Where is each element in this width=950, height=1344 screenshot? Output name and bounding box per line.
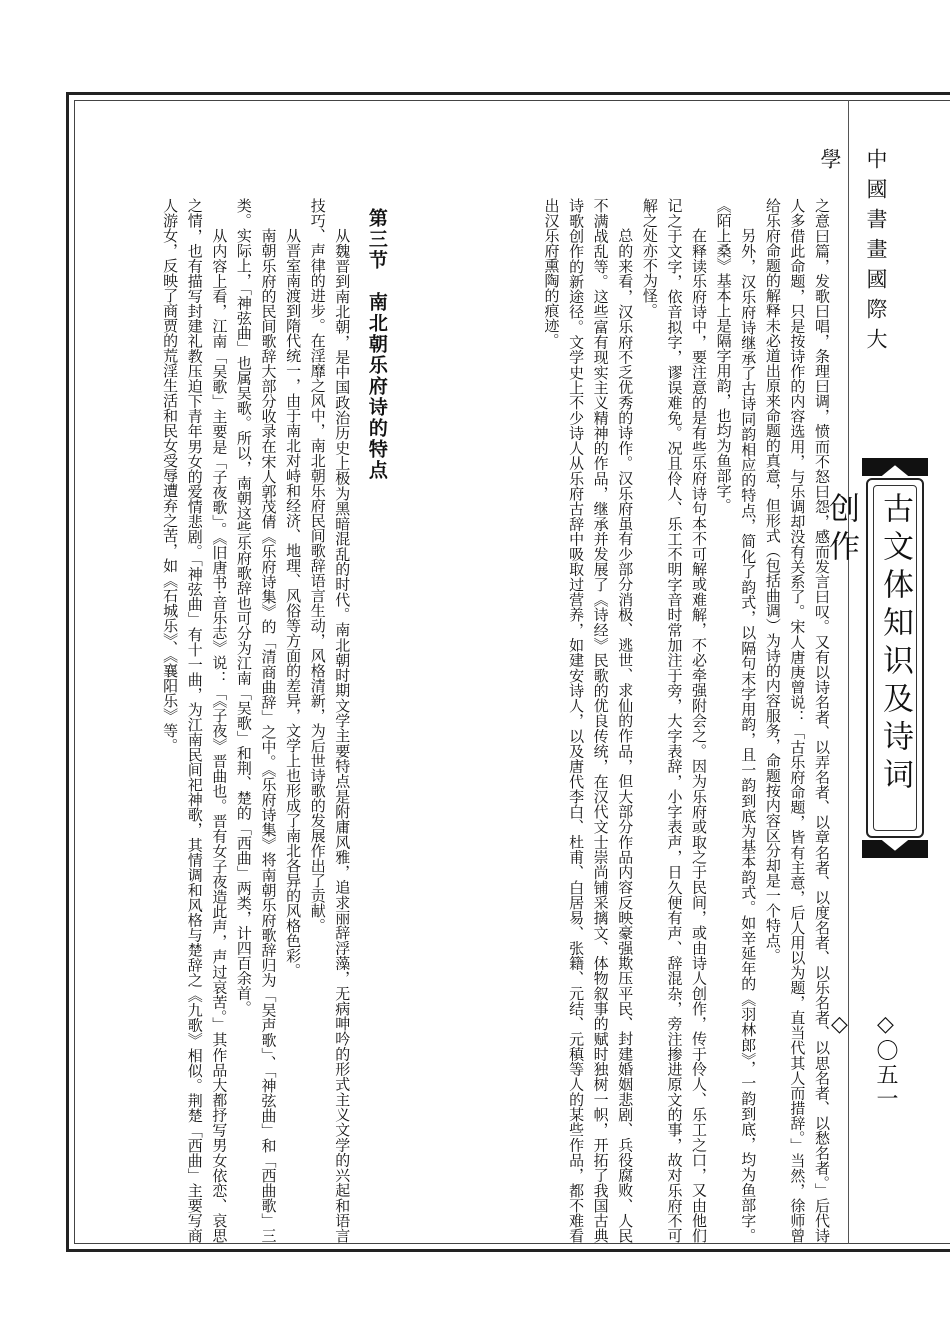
paragraph: 从内容上看，江南「吴歌」主要是「子夜歌」。《旧唐书·音乐志》说：「《子夜》晋曲也。晋有女子夜造此声，声过哀苦。」其作品大都抒写男女依恋、哀思之情，也有描写封建礼教压迫下青年男女的爱情悲剧。「神弦曲」有十一曲，为江南民间祀神歌，其情调和风格与楚辞之《九歌》相似。荆楚「西曲」主要写商人游女，反映了商贾的荒淫生活和民女受辱遭弃之苦，如《石城乐》、《襄阳乐》等。	[161, 198, 229, 1243]
paragraph: 总的来看，汉乐府不乏优秀的诗作。汉乐府虽有少部分消极、逃世、求仙的作品，但大部分作品内容反映豪强欺压平民、封建婚姻悲剧、兵役腐败、人民不满战乱等。这些富有现实主义精神的作品，继承并发展了《诗经》民歌的优良传统，在汉代文士崇尚铺采摛文、体物叙事的赋时独树一帜，开拓了我国古典诗歌创作的新途径。文学史上不少诗人从乐府古辞中吸取过营养，如建安诗人，以及唐代李白、杜甫、白居易、张籍、元结、元稹等人的某些作品，都不难看出汉乐府熏陶的痕迹。	[542, 198, 635, 1243]
paragraph: 从魏晋到南北朝，是中国政治历史上极为黑暗混乱的时代。南北朝时期文学主要特点是附庸风雅，追求丽辞浮藻，无病呻吟的形式主义文学的兴起和语言技巧、声律的进步。在淫靡之风中，南北朝乐府民间歌辞语言生动，风格清新，为后世诗歌的发展作出了贡献。	[308, 198, 352, 1243]
paragraph: 南朝乐府的民间歌辞大部分收录在宋人郭茂倩《乐府诗集》的「清商曲辞」之中。《乐府诗集》将南朝乐府歌辞归为「吴声歌」、「神弦曲」和「西曲歌」三类。实际上，「神弦曲」也属吴歌。所以，南朝这些乐府歌辞也可分为江南「吴歌」和荆、楚的「西曲」两类，计四百余首。	[234, 198, 278, 1243]
body-text	[110, 198, 834, 1243]
paragraph: 从晋室南渡到隋代统一，由于南北对峙和经济、地理、风俗等方面的差异，文学上也形成了南北各异的风格色彩。	[284, 228, 303, 978]
paragraph: 另外，汉乐府诗继承了古诗同韵相应的特点，简化了韵式，以隔句末字用韵，且一韵到底为基本韵式。如辛延年的《羽林郎》，一韵到底，均为鱼部字。《陌上桑》基本上是隔字用韵，也均为鱼部字。	[714, 198, 758, 1243]
section-title: 第三节 南北朝乐府诗的特点	[365, 208, 388, 481]
book-title: 古文体知识及诗词创作	[823, 492, 913, 796]
page-number: ◇〇五一◇	[827, 1012, 898, 1111]
running-head-school: 中國書畫國際大學	[818, 148, 888, 358]
paragraph: 在释读乐府诗中，要注意的是有些乐府诗句本不可解或难解，不必牵强附会之。因为乐府或取之于民间，或由诗人创作，传于伶人、乐工之口，又由他们记之于文字，依音拟字，谬误难免。况且伶人、乐工不明字音时常加注于旁，大字表辞，小字表声，日久便有声、辞混杂，旁注掺进原文的事，故对乐府不可解之处亦不为怪。	[640, 198, 709, 1243]
paragraph: 之意曰篇，发歌曰唱，条理曰调，愤而不怒曰怨，感而发言曰叹。又有以诗名者、以弄名者、以章名者、以度名者、以乐名者、以思名者、以愁名者。」后代诗人多借此命题，只是按诗作的内容选用，与乐调却没有关系了。宋人唐庚曾说：「古乐府命题，皆有主意，后人用以为题，直当代其人而措辞。」当然，徐师曾给乐府命题的解释未必道出原来命题的真意，但形式（包括曲调）为诗的内容服务，命题按内容区分却是一个特点。	[763, 198, 831, 1243]
sidebar-divider	[848, 100, 849, 1244]
